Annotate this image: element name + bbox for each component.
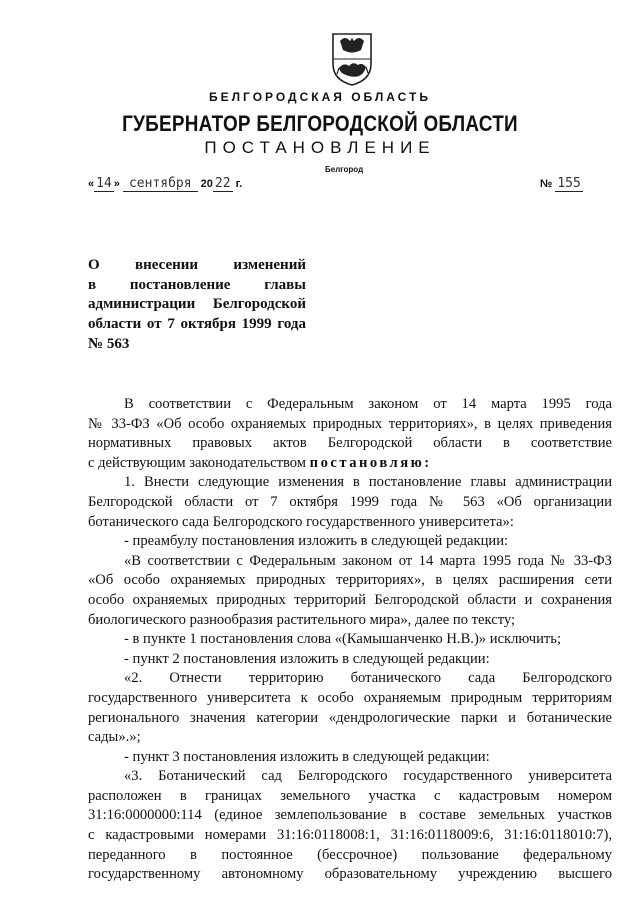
date-month: сентября	[123, 176, 198, 192]
body-line: переданного в постоянное (бессрочное) пользование федеральному	[88, 846, 612, 863]
body-line: В соответствии с Федеральным законом от 14 марта 1995 года	[124, 396, 612, 412]
date-year-suffix: 22	[214, 176, 231, 191]
body-line: - пункт 3 постановления изложить в следующей редакции:	[124, 748, 490, 765]
body-line: сады».»;	[88, 729, 141, 746]
document-title	[88, 256, 306, 355]
body-line: «3. Ботанический сад Белгородского государственного университета	[124, 768, 612, 785]
body-line: Белгородской области от 7 октября 1999 года № 563 «Об организации	[88, 493, 612, 510]
body-line	[88, 454, 612, 474]
document-type: ПОСТАНОВЛЕНИЕ	[204, 138, 436, 157]
date-year-prefix: 20	[200, 178, 213, 190]
number-prefix: №	[540, 178, 553, 190]
date-year-unit: г.	[235, 178, 243, 190]
body-line: государственному автономному образовательному учреждению высшего	[88, 866, 612, 883]
city-name: Белгород	[325, 165, 364, 174]
body-line: «2. Отнести территорию ботанического сада Белгородского	[124, 670, 612, 687]
body-line: нормативных правовых актов Белгородской области в соответствие	[88, 435, 612, 452]
body-line: - преамбулу постановления изложить в следующей редакции:	[124, 533, 509, 550]
body-line: - в пункте 1 постановления слова «(Камышанченко Н.В.)» исключить;	[124, 631, 561, 648]
belgorod-coat-of-arms-icon	[331, 28, 373, 86]
number-value: 155	[557, 176, 581, 191]
decree-word: постановляю:	[309, 454, 432, 471]
body-line: 1. Внести следующие изменения в постановление главы администрации	[124, 474, 612, 491]
title-line: О внесении изменений	[88, 257, 306, 273]
title-line: № 563	[88, 335, 130, 352]
body-line: «Об особо охраняемых природных территориях», в целях расширения сети	[88, 572, 612, 589]
title-line: в постановление главы	[88, 276, 306, 293]
body-line: № 33-ФЗ «Об особо охраняемых природных территориях», в целях приведения	[88, 415, 612, 432]
document-number	[540, 176, 583, 192]
title-line: администрации Белгородской	[88, 296, 306, 313]
body-line: государственного университета к особо охраняемым природным территориям	[88, 689, 612, 706]
region-name: БЕЛГОРОДСКАЯ ОБЛАСТЬ	[209, 90, 431, 104]
title-line: области от 7 октября 1999 года	[88, 316, 306, 333]
body-line: с кадастровыми номерами 31:16:0118008:1, 31:16:0118009:6, 31:16:0118010:7),	[88, 827, 612, 844]
document-date	[88, 176, 242, 192]
body-line: расположен в границах земельного участка с кадастровым номером	[88, 787, 612, 804]
body-line: особо охраняемых природных территорий Белгородской области и сохранения	[88, 591, 612, 608]
body-line: биологического разнообразия растительного мира», далее по тексту;	[88, 611, 516, 628]
body-line: 31:16:0000000:114 (единое землепользование в составе земельных участков	[88, 807, 612, 824]
body-line-text: с действующим законодательством	[88, 454, 307, 471]
body-line: - пункт 2 постановления изложить в следующей редакции:	[124, 650, 490, 667]
governor-title: ГУБЕРНАТОР БЕЛГОРОДСКОЙ ОБЛАСТИ	[122, 111, 518, 136]
body-line: ботанического сада Белгородского государственного университета»:	[88, 513, 514, 530]
body-line: «В соответствии с Федеральным законом от 14 марта 1995 года № 33-ФЗ	[124, 552, 612, 569]
date-quote-open: «	[88, 178, 95, 190]
date-quote-close: »	[113, 178, 120, 190]
body-line: регионального значения категории «дендрологические парки и ботанические	[88, 709, 612, 726]
document-body	[88, 395, 612, 885]
date-day: 14	[96, 176, 112, 191]
